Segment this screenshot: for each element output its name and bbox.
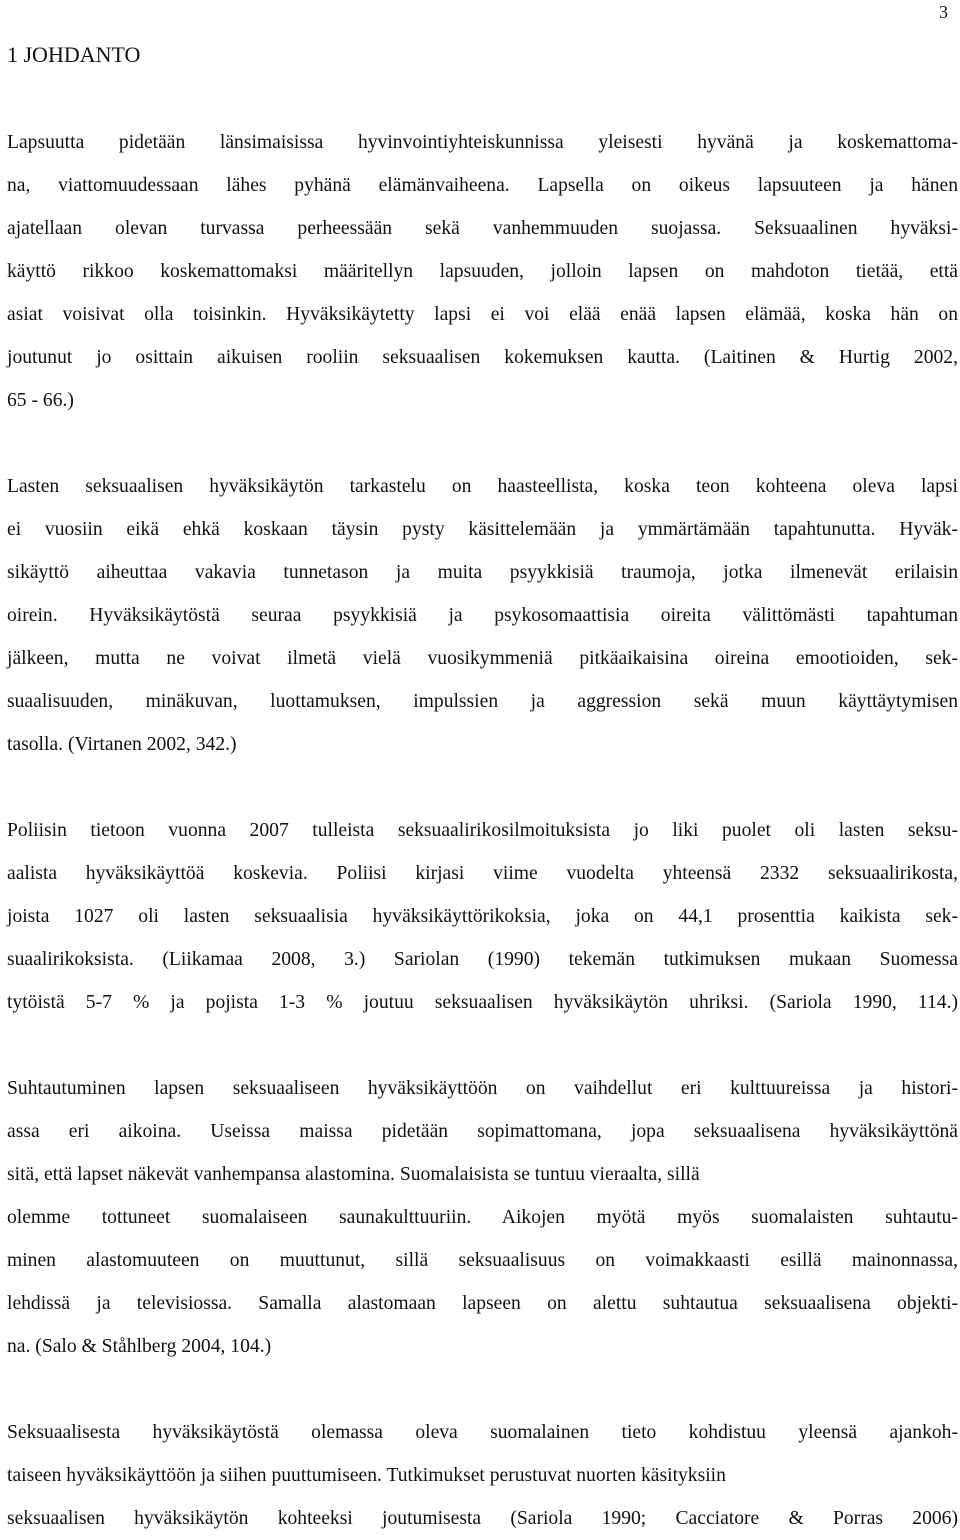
- text-line: suaalirikoksista. (Liikamaa 2008, 3.) Sariolan (1990) tekemän tutkimuksen mukaan Suomessa: [7, 949, 958, 970]
- text-line: suaalisuuden, minäkuvan, luottamuksen, impulssien ja aggression sekä muun käyttäytymisen: [7, 691, 958, 712]
- text-line: Suhtautuminen lapsen seksuaaliseen hyväksikäyttöön on vaihdellut eri kulttuureissa ja histori-: [7, 1078, 958, 1099]
- paragraph-4: [7, 1067, 958, 1368]
- text-line: sikäyttö aiheuttaa vakavia tunnetason ja muita psyykkisiä traumoja, jotka ilmenevät erilaisin: [7, 562, 958, 583]
- text-line: tasolla. (Virtanen 2002, 342.): [7, 734, 237, 755]
- text-line: minen alastomuuteen on muuttunut, sillä seksuaalisuus on voimakkaasti esillä mainonnassa,: [7, 1250, 958, 1271]
- text-line: oirein. Hyväksikäytöstä seuraa psyykkisiä ja psykosomaattisia oireita välittömästi tapahtuman: [7, 605, 958, 626]
- text-line: jälkeen, mutta ne voivat ilmetä vielä vuosikymmeniä pitkäaikaisina oireina emootioiden, sek-: [7, 648, 958, 669]
- paragraph-3: [7, 809, 958, 1024]
- text-line: assa eri aikoina. Useissa maissa pidetään sopimattomana, jopa seksuaalisena hyväksikäyttönä: [7, 1121, 958, 1142]
- text-line: Poliisin tietoon vuonna 2007 tulleista seksuaalirikosilmoituksista jo liki puolet oli lasten seksu-: [7, 820, 958, 841]
- text-line: ei vuosiin eikä ehkä koskaan täysin pysty käsittelemään ja ymmärtämään tapahtunutta. Hyväk-: [7, 519, 958, 540]
- text-line: sitä, että lapset näkevät vanhempansa alastomina. Suomalaisista se tuntuu vieraalta, sillä: [7, 1164, 700, 1185]
- paragraph-1: [7, 121, 958, 422]
- text-line: aalista hyväksikäyttöä koskevia. Poliisi kirjasi viime vuodelta yhteensä 2332 seksuaalirikosta,: [7, 863, 958, 884]
- text-line: 65 - 66.): [7, 390, 74, 411]
- page-number: 3: [939, 2, 948, 22]
- paragraph-5: [7, 1411, 958, 1540]
- text-line: taiseen hyväksikäyttöön ja siihen puuttumiseen. Tutkimukset perustuvat nuorten käsityksiin: [7, 1465, 726, 1486]
- text-line: joutunut jo osittain aikuisen rooliin seksuaalisen kokemuksen kautta. (Laitinen & Hurtig 2002,: [7, 347, 958, 368]
- text-line: olemme tottuneet suomalaiseen saunakulttuuriin. Aikojen myötä myös suomalaisten suhtautu-: [7, 1207, 958, 1228]
- text-line: tytöistä 5-7 % ja pojista 1-3 % joutuu seksuaalisen hyväksikäytön uhriksi. (Sariola 1990, 114.): [7, 992, 958, 1013]
- chapter-heading: 1 JOHDANTO: [7, 42, 141, 67]
- paragraph-2: [7, 465, 958, 766]
- text-line: Seksuaalisesta hyväksikäytöstä olemassa oleva suomalainen tieto kohdistuu yleensä ajankoh-: [7, 1422, 958, 1443]
- text-line: joista 1027 oli lasten seksuaalisia hyväksikäyttörikoksia, joka on 44,1 prosenttia kaikista sek-: [7, 906, 958, 927]
- text-line: asiat voisivat olla toisinkin. Hyväksikäytetty lapsi ei voi elää enää lapsen elämää, koska hän on: [7, 304, 958, 325]
- text-line: ajatellaan olevan turvassa perheessään sekä vanhemmuuden suojassa. Seksuaalinen hyväksi-: [7, 218, 958, 239]
- text-line: Lasten seksuaalisen hyväksikäytön tarkastelu on haasteellista, koska teon kohteena oleva lapsi: [7, 476, 958, 497]
- text-line: na. (Salo & Ståhlberg 2004, 104.): [7, 1336, 272, 1357]
- text-line: Lapsuutta pidetään länsimaisissa hyvinvointiyhteiskunnissa yleisesti hyvänä ja koskemattoma-: [7, 132, 958, 153]
- text-line: käyttö rikkoo koskemattomaksi määritellyn lapsuuden, jolloin lapsen on mahdoton tietää, että: [7, 261, 958, 282]
- text-line: seksuaalisen hyväksikäytön kohteeksi joutumisesta (Sariola 1990; Cacciatore & Porras 2006): [7, 1508, 958, 1529]
- text-line: lehdissä ja televisiossa. Samalla alastomaan lapseen on alettu suhtautua seksuaalisena objekti-: [7, 1293, 958, 1314]
- text-line: na, viattomuudessaan lähes pyhänä elämänvaiheena. Lapsella on oikeus lapsuuteen ja hänen: [7, 175, 958, 196]
